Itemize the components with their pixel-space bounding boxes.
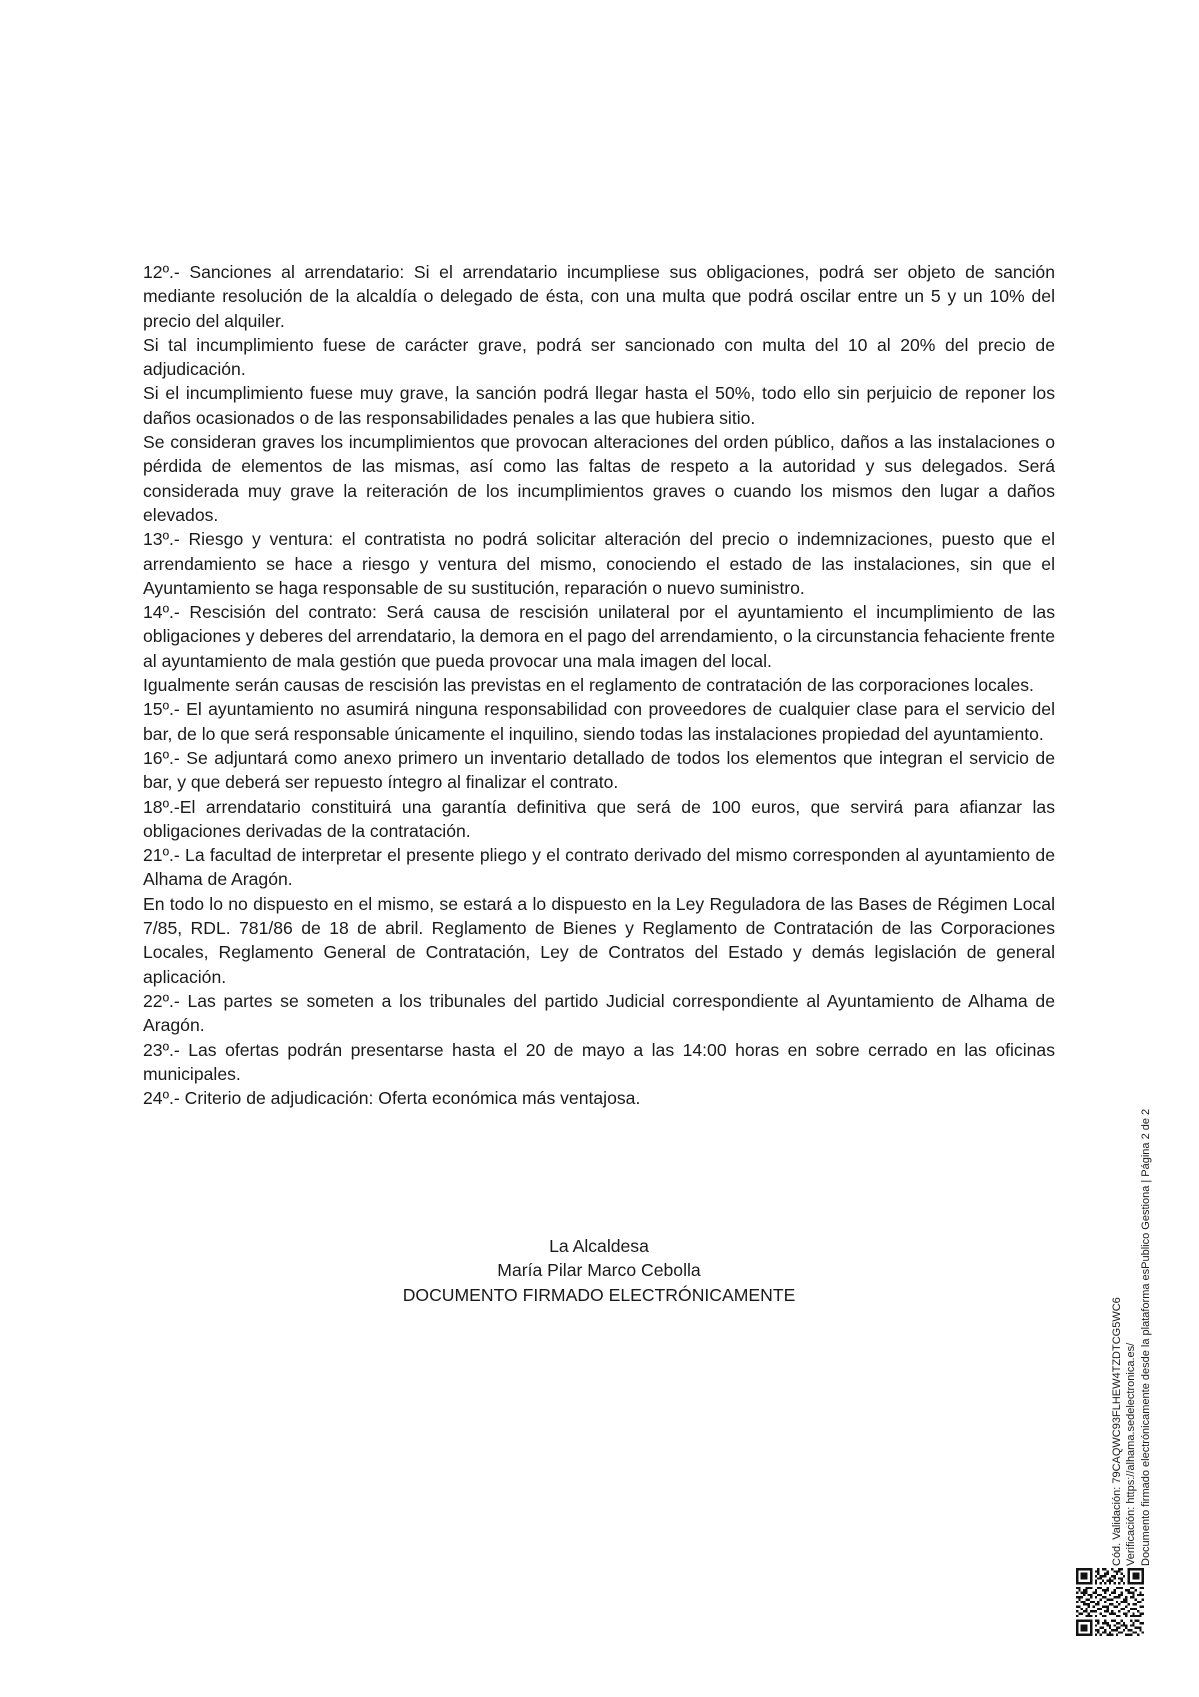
clause-12-very-grave: Si el incumplimiento fuese muy grave, la sanción podrá llegar hasta el 50%, todo ello sin perjuicio de reponer los daños ocasionados o de las responsabilidades penales a las que hubiera sitio. (143, 383, 1055, 428)
clause-21-legislation: En todo lo no dispuesto en el mismo, se estará a lo dispuesto en la Ley Reguladora de las Bases de Régimen Local 7/85, RDL. 781/86 de 18 de abril. Reglamento de Bienes y Reglamento de Contratación de las Corporaciones Locales, Reglamento General de Contratación, Ley de Contratos del Estado y demás legislación de general aplicación. (143, 893, 1055, 987)
verification-url: Verificación: https://alhama.sedelectronica.es/ (1125, 1342, 1138, 1566)
clause-22-courts: 22º.- Las partes se someten a los tribunales del partido Judicial correspondiente al Ayuntamiento de Alhama de Aragón. (143, 990, 1055, 1036)
clause-23-offers: 23º.- Las ofertas podrán presentarse hasta el 20 de mayo a las 14:00 horas en sobre cerrado en las oficinas municipales. (143, 1039, 1055, 1084)
signature-name: María Pilar Marco Cebolla (497, 1260, 701, 1281)
validation-code: Cód. Validación: 79CAQWC93FLHEW4TZDTCG5WC6 (1111, 1297, 1123, 1566)
clause-14-rescission: 14º.- Rescisión del contrato: Será causa de rescisión unilateral por el ayuntamiento el incumplimiento de las obligaciones y deberes del arrendatario, la demora en el pago del arrendamiento, o la circunstancia fehaciente frente al ayuntamiento de mala gestión que pueda provocar una mala imagen del local. (143, 602, 1055, 671)
clause-18-guarantee: 18º.-El arrendatario constituirá una garantía definitiva que será de 100 euros, que servirá para afianzar las obligaciones derivadas de la contratación. (143, 796, 1055, 841)
qr-code-icon (1076, 1568, 1144, 1636)
clause-24-criteria: 24º.- Criterio de adjudicación: Oferta económica más ventajosa. (143, 1088, 641, 1109)
clause-12-definitions: Se consideran graves los incumplimientos que provocan alteraciones del orden público, daños a las instalaciones o pérdida de elementos de las mismas, así como las faltas de respeto a la autoridad y sus delegados. Será considerada muy grave la reiteración de los incumplimientos graves o cuando los mismos den lugar a daños elevados. (143, 432, 1055, 525)
clause-13-risk: 13º.- Riesgo y ventura: el contratista no podrá solicitar alteración del precio o indemnizaciones, puesto que el arrendamiento se hace a riesgo y ventura del mismo, conociendo el estado de las instalaciones, sin que el Ayuntamiento se haga responsable de su sustitución, reparación o nuevo suministro. (143, 529, 1055, 598)
signature-note: DOCUMENTO FIRMADO ELECTRÓNICAMENTE (402, 1284, 796, 1305)
clause-14-also: Igualmente serán causas de rescisión las previstas en el reglamento de contratación de las corporaciones locales. (143, 675, 1034, 696)
clause-12-grave: Si tal incumplimiento fuese de carácter grave, podrá ser sancionado con multa del 10 al 20% del precio de adjudicación. (143, 334, 1055, 380)
signed-platform-note: Documento firmado electrónicamente desde la plataforma esPublico Gestiona | Página 2 de 2 (1139, 1108, 1152, 1566)
signature-block (143, 1234, 1055, 1307)
validation-sidebar (1110, 1056, 1154, 1566)
clause-15-responsibility: 15º.- El ayuntamiento no asumirá ninguna responsabilidad con proveedores de cualquier clase para el servicio del bar, de lo que será responsable únicamente el inquilino, siendo todas las instalaciones propiedad del ayuntamiento. (143, 699, 1055, 744)
clause-21-interpretation: 21º.- La facultad de interpretar el presente pliego y el contrato derivado del mismo corresponden al ayuntamiento de Alhama de Aragón. (143, 845, 1055, 890)
signature-role: La Alcaldesa (549, 1236, 649, 1256)
clause-12-sanctions: 12º.- Sanciones al arrendatario: Si el arrendatario incumpliese sus obligaciones, podrá ser objeto de sanción mediante resolución de la alcaldía o delegado de ésta, con una multa que podrá oscilar entre un 5 y un 10% del precio del alquiler. (143, 262, 1055, 331)
document-body (143, 260, 1055, 1110)
clause-16-inventory: 16º.- Se adjuntará como anexo primero un inventario detallado de todos los elementos que integran el servicio de bar, y que deberá ser repuesto íntegro al finalizar el contrato. (143, 747, 1055, 793)
